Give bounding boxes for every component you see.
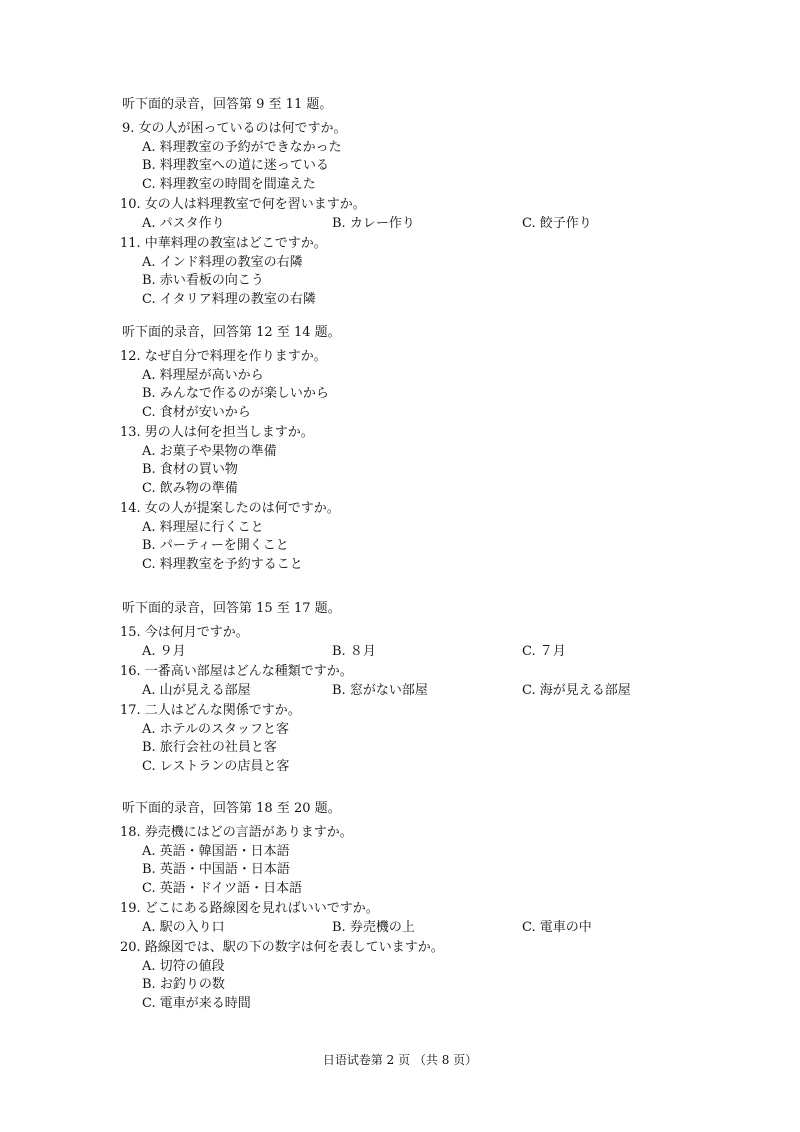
answer-option: C. ７月: [522, 643, 566, 659]
answer-option: C. 料理教室の時間を間違えた: [142, 176, 316, 192]
answer-option: B. 英語・中国語・日本語: [142, 862, 290, 877]
answer-option: A. お菓子や果物の準備: [142, 443, 277, 459]
answer-option: C. 海が見える部屋: [522, 682, 631, 698]
question-stem: 16. 一番高い部屋はどんな種類ですか。: [120, 664, 353, 679]
question-stem: 11. 中華料理の教室はどこですか。: [120, 236, 327, 251]
answer-option: B. カレー作り: [332, 215, 415, 231]
question-stem: 20. 路線図では、駅の下の数字は何を表していますか。: [120, 940, 444, 955]
answer-option: A. ９月: [142, 643, 186, 659]
answer-option: B. 食材の買い物: [142, 462, 238, 477]
answer-option: B. お釣りの数: [142, 977, 225, 992]
question-stem: 9. 女の人が困っているのは何ですか。: [122, 121, 347, 136]
page-footer: 日语试卷第 2 页 （共 8 页）: [322, 1053, 478, 1067]
answer-option: A. 切符の値段: [142, 958, 225, 974]
answer-option: B. 窓がない部屋: [332, 682, 428, 698]
answer-option: C. 電車が来る時間: [142, 995, 251, 1011]
answer-option: C. レストランの店員と客: [142, 758, 290, 774]
answer-option: A. ホテルのスタッフと客: [142, 721, 290, 737]
question-stem: 18. 券売機にはどの言語がありますか。: [120, 825, 353, 840]
answer-option: C. 電車の中: [522, 919, 592, 935]
answer-option: A. インド料理の教室の右隣: [142, 254, 303, 270]
answer-option: B. みんなで作るのが楽しいから: [142, 386, 329, 401]
answer-option: A. 料理屋が高いから: [142, 367, 264, 383]
question-stem: 13. 男の人は何を担当しますか。: [120, 425, 314, 440]
section-instruction: 听下面的录音，回答第 15 至 17 题。: [122, 601, 341, 616]
answer-option: B. パーティーを開くこと: [142, 538, 289, 553]
answer-option: A. 英語・韓国語・日本語: [142, 843, 290, 859]
answer-option: B. 料理教室への道に迷っている: [142, 158, 329, 173]
question-stem: 12. なぜ自分で料理を作りますか。: [120, 349, 327, 364]
answer-option: A. パスタ作り: [142, 215, 225, 231]
question-stem: 17. 二人はどんな関係ですか。: [120, 703, 301, 718]
question-stem: 14. 女の人が提案したのは何ですか。: [120, 501, 340, 516]
answer-option: C. 食材が安いから: [142, 404, 251, 420]
answer-option: C. 英語・ドイツ語・日本語: [142, 880, 303, 896]
section-instruction: 听下面的录音，回答第 9 至 11 题。: [122, 97, 333, 112]
question-stem: 10. 女の人は料理教室で何を習いますか。: [120, 197, 366, 212]
answer-option: B. 券売機の上: [332, 919, 415, 935]
answer-option: A. 料理屋に行くこと: [142, 519, 264, 535]
section-instruction: 听下面的录音，回答第 18 至 20 题。: [122, 801, 341, 816]
answer-option: C. イタリア料理の教室の右隣: [142, 291, 316, 307]
answer-option: A. 山が見える部屋: [142, 682, 251, 698]
question-stem: 19. どこにある路線図を見ればいいですか。: [120, 901, 379, 916]
answer-option: C. 餃子作り: [522, 215, 592, 231]
answer-option: B. 赤い看板の向こう: [142, 273, 264, 288]
question-stem: 15. 今は何月ですか。: [120, 625, 249, 640]
answer-option: A. 料理教室の予約ができなかった: [142, 139, 342, 155]
section-instruction: 听下面的录音，回答第 12 至 14 题。: [122, 325, 341, 340]
answer-option: B. ８月: [332, 643, 376, 659]
answer-option: C. 料理教室を予約すること: [142, 556, 303, 572]
answer-option: B. 旅行会社の社員と客: [142, 740, 277, 755]
answer-option: A. 駅の入り口: [142, 919, 225, 935]
answer-option: C. 飲み物の準備: [142, 480, 238, 496]
